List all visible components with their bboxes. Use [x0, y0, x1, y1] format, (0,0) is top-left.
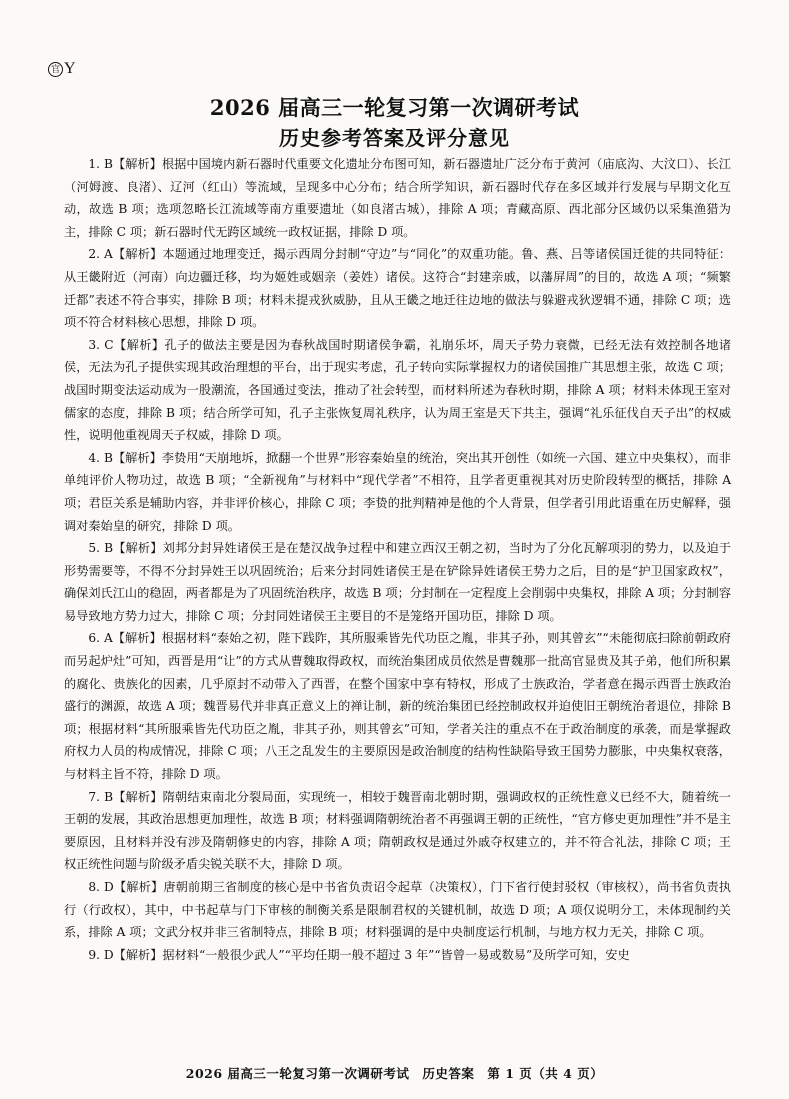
corner-mark	[48, 60, 76, 78]
answer-text: 刘邦分封异姓诸侯王是在楚汉战争过程中和建立西汉王朝之初，当时为了分化瓦解项羽的势力，以及迫于形势需要等，不得不分封异姓王以巩固统治；后来分封同姓诸侯王是在铲除异姓诸侯王势力之后，目的是“护卫国家政权”，确保刘氏江山的稳固，两者都是为了巩固统治秩序，故选 B 项；分封制在一定程度上会削弱中央集权，排除 A 项；分封制容易导致地方势力过大，排除 C 项；分封同姓诸侯王主要目的不是笼络开国功臣，排除 D 项。	[64, 541, 732, 623]
answer-item-2	[64, 243, 731, 333]
answer-item-5	[64, 537, 731, 627]
corner-letter: Y	[64, 60, 76, 77]
answer-list	[64, 153, 731, 966]
answer-number: 3. C【解析】	[88, 337, 165, 352]
answer-number: 2. A【解析】	[88, 247, 163, 262]
answer-number: 1. B【解析】	[88, 157, 162, 171]
answer-number: 7. B【解析】	[88, 789, 163, 804]
answer-item-1	[64, 153, 731, 243]
answer-item-7	[64, 786, 731, 876]
answer-text: 本题通过地理变迁，揭示西周分封制“守边”与“同化”的双重功能。鲁、燕、吕等诸侯国迁徙的共同特征：从王畿附近（河南）向边疆迁移，均为姬姓或姻亲（姜姓）诸侯。这符合“封建亲戚，以藩屏周”的目的，故选 A 项；“频繁迁都”表述不符合事实，排除 B 项；材料未提戎狄威胁，且从王畿之地迁往边地的做法与躲避戎狄逻辑不通，排除 C 项；选项不符合材料核心思想，排除 D 项。	[64, 247, 732, 330]
answer-text: 根据中国境内新石器时代重要文化遗址分布图可知，新石器遗址广泛分布于黄河（庙底沟、大汶口）、长江（河姆渡、良渚）、辽河（红山）等流域，呈现多中心分布；结合所学知识，新石器时代存在多区域并行发展与早期文化互动，故选 B 项；选项忽略长江流域等南方重要遗址（如良渚古城），排除 A 项；青藏高原、西北部分区域仍以采集渔猎为主，排除 C 项；新石器时代无跨区域统一政权证据，排除 D 项。	[64, 157, 731, 239]
answer-text: 据材料“一般很少武人”“平均任期一般不超过 3 年”“皆曾一易或数易”及所学可知，安史	[162, 947, 630, 962]
page-subtitle: 历史参考答案及评分意见	[279, 126, 510, 150]
page-footer: 2026 届高三一轮复习第一次调研考试 历史答案 第 1 页（共 4 页）	[185, 1066, 604, 1081]
page-title: 2026 届高三一轮复习第一次调研考试	[209, 95, 580, 120]
answer-number: 5. B【解析】	[88, 541, 163, 556]
answer-number: 8. D【解析】	[88, 880, 164, 894]
answer-item-4	[64, 447, 731, 537]
answer-text: 唐朝前期三省制度的核心是中书省负责诏令起草（决策权），门下省行使封驳权（审核权），尚书省负责执行（行政权），其中，中书起草与门下审核的制衡关系是限制君权的关键机制，故选 D 项；A 项仅说明分工，未体现制约关系，排除 A 项；文武分权并非三省制特点，排除 B 项；材料强调的是中央制度运行机制，与地方权力无关，排除 C 项。	[64, 880, 731, 940]
answer-item-3	[64, 334, 731, 447]
answer-number: 4. B【解析】	[88, 450, 162, 465]
answer-item-6	[64, 627, 731, 785]
answer-text: 根据材料“泰始之初，陛下践阼，其所服乘皆先代功臣之胤，非其子孙，则其曾玄”“未能彻底扫除前朝政府而另起炉灶”可知，西晋是用“让”的方式从曹魏取得政权，而统治集团成员依然是曹魏那一批高官显贵及其子弟，他们所积累的腐化、贵族化的因素，几乎原封不动带入了西晋，在整个国家中享有特权，形成了士族政治，学者意在揭示西晋士族政治盛行的渊源，故选 A 项；魏晋易代并非真正意义上的禅让制，新的统治集团已经控制政权并迫使旧王朝统治者退位，排除 B 项；根据材料“其所服乘皆先代功臣之胤，非其子孙，则其曾玄”可知，学者关注的重点不在于政治制度的承袭，而是掌握政府权力人员的构成情况，排除 C 项；八王之乱发生的主要原因是政治制度的结构性缺陷导致王国势力膨胀，中央集权衰落，与材料主旨不符，排除 D 项。	[64, 631, 731, 782]
seal-icon: 官	[48, 62, 63, 77]
answer-number: 6. A【解析】	[88, 631, 162, 646]
answer-number: 9. D【解析】	[88, 947, 163, 962]
answer-item-9	[64, 944, 731, 967]
answer-text: 李贽用“天崩地坼，掀翻一个世界”形容秦始皇的统治，突出其开创性（如统一六国、建立中央集权），而非单纯评价人物功过，故选 B 项；“全新视角”与材料中“现代学者”不相符，且学者更重视其对历史阶段转型的概括，排除 A 项；君臣关系是辅助内容，并非评价核心，排除 C 项；李贽的批判精神是他的个人背景，但学者引用此语重在历史解释，强调对秦始皇的研究，排除 D 项。	[64, 450, 731, 533]
answer-text: 隋朝结束南北分裂局面，实现统一，相较于魏晋南北朝时期，强调政权的正统性意义已经不大，随着统一王朝的发展，其政治思想更加理性，故选 B 项；材料强调隋朝统治者不再强调王朝的正统性，“官方修史更加理性”并不是主要原因，且材料并没有涉及隋朝修史的内容，排除 A 项；隋朝政权是通过外戚夺权建立的，并不符合礼法，排除 C 项；王权正统性问题与阶级矛盾尖锐关联不大，排除 D 项。	[64, 789, 731, 872]
answer-text: 孔子的做法主要是因为春秋战国时期诸侯争霸，礼崩乐坏，周天子势力衰微，已经无法有效控制各地诸侯，无法为孔子提供实现其政治理想的平台，出于现实考虑，孔子转向实际掌握权力的诸侯国推广其思想主张，故选 C 项；战国时期变法运动成为一股潮流，各国通过变法，推动了社会转型，而材料所述为春秋时期，排除 A 项；材料未体现王室对儒家的态度，排除 B 项；结合所学可知，孔子主张恢复周礼秩序，认为周王室是天下共主，强调“礼乐征伐自天子出”的权威性，说明他重视周天子权威，排除 D 项。	[64, 337, 732, 443]
answer-item-8	[64, 876, 731, 944]
